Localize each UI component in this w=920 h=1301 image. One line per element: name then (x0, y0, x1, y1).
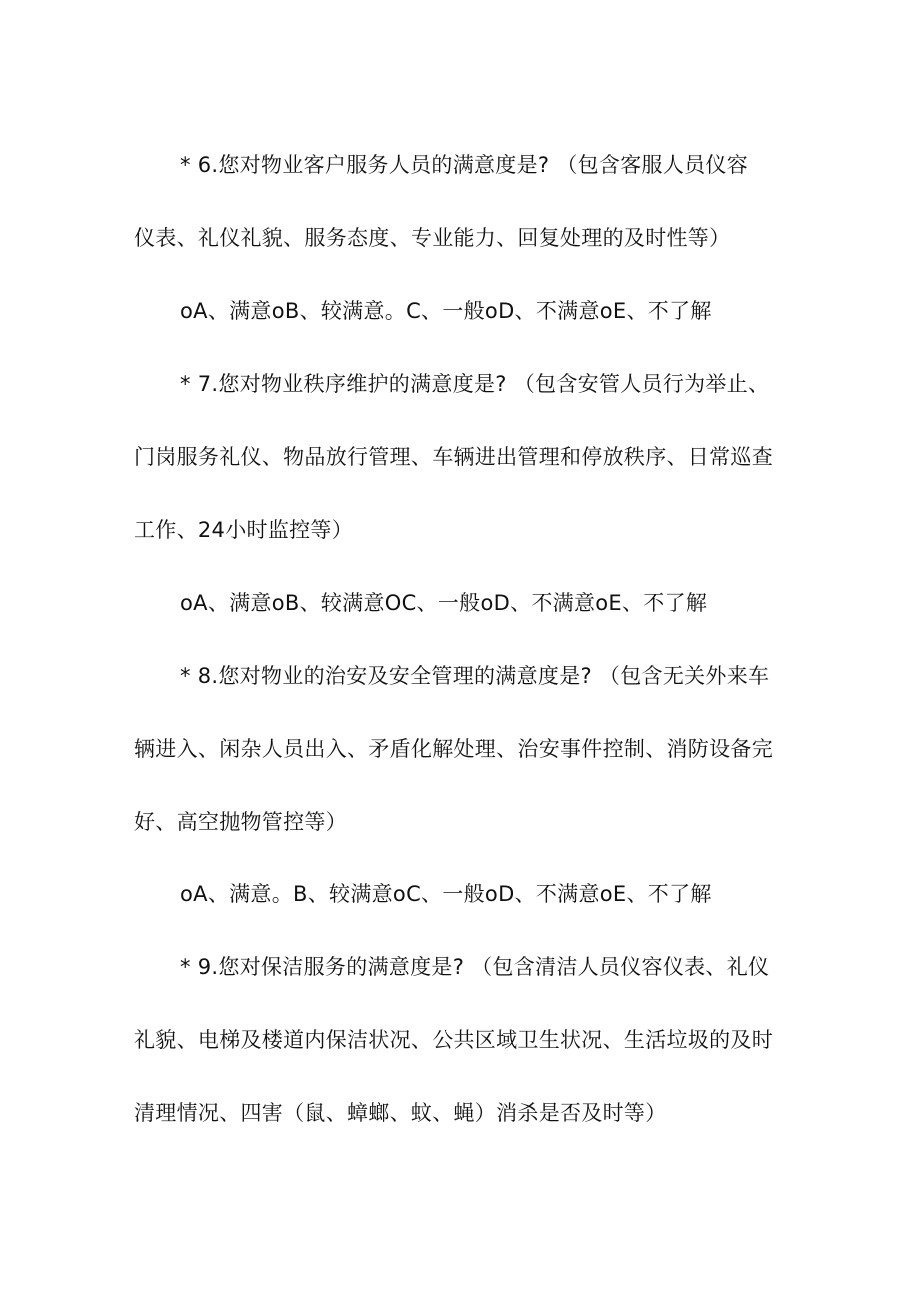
question-8-line-2: 辆进入、闲杂人员出入、矛盾化解处理、治安事件控制、消防设备完 (134, 737, 773, 761)
question-9-line-1: * 9.您对保洁服务的满意度是? （包含清洁人员仪容仪表、礼仪 (180, 955, 770, 979)
question-9-line-3: 清理情况、四害（鼠、蟑螂、蚊、蝇）消杀是否及时等） (134, 1101, 667, 1125)
question-7-line-2: 门岗服务礼仪、物品放行管理、车辆进出管理和停放秩序、日常巡查 (134, 445, 773, 469)
question-8-line-3: 好、高空抛物管控等） (134, 810, 347, 834)
question-8-options: oA、满意。B、较满意oC、一般oD、不满意oE、不了解 (180, 882, 712, 906)
question-9-line-2: 礼貌、电梯及楼道内保洁状况、公共区域卫生状况、生活垃圾的及时 (134, 1028, 773, 1052)
question-6-line-2: 仪表、礼仪礼貌、服务态度、专业能力、回复处理的及时性等） (134, 226, 731, 250)
question-6-line-1: * 6.您对物业客户服务人员的满意度是? （包含客服人员仪容 (180, 153, 749, 177)
question-8-line-1: * 8.您对物业的治安及安全管理的满意度是? （包含无关外来车 (180, 664, 770, 688)
question-7-line-1: * 7.您对物业秩序维护的满意度是? （包含安管人员行为举止、 (180, 372, 770, 396)
question-7-line-3: 工作、24小时监控等） (134, 518, 354, 542)
question-7-options: oA、满意oB、较满意OC、一般oD、不满意oE、不了解 (180, 591, 708, 615)
question-6-options: oA、满意oB、较满意。C、一般oD、不满意oE、不了解 (180, 299, 712, 323)
